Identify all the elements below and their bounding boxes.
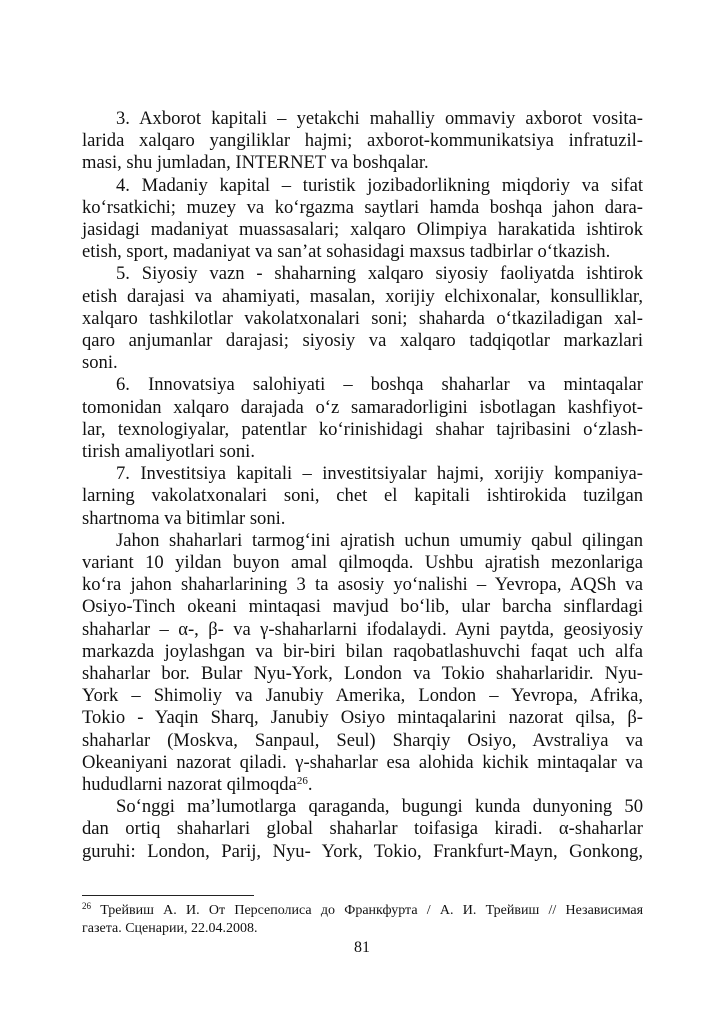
line-text: 7. Investitsiya kapitali – investitsiyalar hajmi, xorijiy kompaniya-: [116, 463, 643, 485]
line-text: So‘nggi ma’lumotlarga qaraganda, bugungi kunda dunyoning 50: [116, 796, 643, 818]
footnote-reference[interactable]: 26: [296, 775, 308, 787]
paragraph-line: [82, 619, 643, 641]
paragraph-line: [82, 419, 643, 441]
paragraph-line: [82, 197, 643, 219]
paragraph-line: [82, 574, 643, 596]
paragraph-line: [82, 641, 643, 663]
line-text: Tokio - Yaqin Sharq, Janubiy Osiyo mintaqalarini nazorat qilsa, β-: [82, 707, 643, 729]
line-text: York – Shimoliy va Janubiy Amerika, London – Yevropa, Afrika,: [82, 685, 643, 707]
paragraph-line: [116, 530, 643, 552]
line-text: larida xalqaro yangiliklar hajmi; axborot-kommunikatsiya infratuzil-: [82, 130, 643, 152]
line-text: qaro anjumanlar darajasi; siyosiy va xalqaro tadqiqotlar markazlari: [82, 330, 643, 351]
line-text: 4. Madaniy kapital – turistik jozibadorlikning miqdoriy va sifat: [116, 174, 643, 196]
line-text: 3. Axborot kapitali – yetakchi mahalliy ommaviy axborot vosita-: [116, 108, 643, 129]
line-text: soni.: [82, 352, 118, 374]
line-text: 6. Innovatsiya salohiyati – boshqa shaharlar va mintaqalar: [116, 374, 643, 396]
footnote-separator: [82, 895, 254, 896]
line-text: tirish amaliyotlari soni.: [82, 441, 255, 462]
paragraph-line: [82, 818, 643, 840]
line-text: xalqaro tashkilotlar vakolatxonalari soni; shaharda o‘tkaziladigan xal-: [82, 307, 643, 329]
line-text: 5. Siyosiy vazn - shaharning xalqaro siyosiy faoliyatda ishtirok: [116, 263, 643, 285]
footnote-number: 26: [82, 901, 91, 911]
paragraph-line: [82, 241, 643, 263]
paragraph-line: [116, 796, 643, 818]
paragraph-line: [82, 130, 643, 152]
line-text: Osiyo-Tinch okeani mintaqasi mavjud bo‘lib, ular barcha sinflardagi: [82, 596, 643, 618]
paragraph-line: [82, 219, 643, 241]
paragraph-line: [116, 108, 643, 130]
paragraph-line: [82, 152, 643, 174]
line-text: guruhi: London, Parij, Nyu- York, Tokio, Frankfurt-Mayn, Gonkong,: [82, 840, 643, 862]
line-text: ko‘ra jahon shaharlarining 3 ta asosiy yo‘nalishi – Yevropa, AQSh va: [82, 574, 643, 596]
paragraph-line: [82, 308, 643, 330]
paragraph-line: [82, 596, 643, 618]
paragraph-line: [82, 352, 643, 374]
line-text: shartnoma va bitimlar soni.: [82, 507, 286, 529]
paragraph-line: [82, 286, 643, 308]
line-text: larning vakolatxonalari soni, chet el kapitali ishtirokida tuzilgan: [82, 485, 643, 507]
paragraph-line: [82, 841, 643, 863]
line-text: variant 10 yildan buyon amal qilmoqda. Ushbu ajratish mezonlariga: [82, 552, 643, 573]
line-text: shaharlar bor. Bular Nyu-York, London va Tokio shaharlaridir. Nyu-: [82, 663, 643, 684]
footnote-text: Трейвиш А. И. От Персеполиса до Франкфурта / А. И. Трейвиш // Независимая: [100, 903, 644, 918]
line-text: markazda joylashgan va bir-biri bilan raqobatlashuvchi faqat uch alfa: [82, 640, 643, 662]
line-text: etish darajasi va ahamiyati, masalan, xorijiy elchixonalar, konsulliklar,: [82, 285, 643, 307]
footnote-line: [82, 902, 643, 920]
paragraph-line: [82, 685, 643, 707]
line-text: tomonidan xalqaro darajada o‘z samaradorligini isbotlagan kashfiyot-: [82, 396, 643, 418]
paragraph-line: [82, 752, 643, 774]
paragraph-line: [82, 508, 643, 530]
line-text: Okeaniyani nazorat qiladi. γ-shaharlar esa alohida kichik mintaqalar va: [82, 751, 643, 773]
paragraph-line: [82, 774, 643, 796]
line-text: etish, sport, madaniyat va san’at sohasidagi maxsus tadbirlar o‘tkazish.: [82, 241, 611, 263]
paragraph-line: [82, 707, 643, 729]
paragraph-line: [82, 730, 643, 752]
line-text: dan ortiq shaharlari global shaharlar toifasiga kiradi. α-shaharlar: [82, 818, 643, 840]
footnote-text: газета. Сценарии, 22.04.2008.: [82, 921, 258, 936]
paragraph-line: [82, 663, 643, 685]
paragraph-line: [116, 263, 643, 285]
line-text: masi, shu jumladan, INTERNET va boshqalar.: [82, 152, 429, 174]
page-number: 81: [354, 939, 370, 956]
paragraph-line: [116, 374, 643, 396]
footnote-line: [82, 920, 643, 938]
paragraph-line: [82, 552, 643, 574]
paragraph-line: [116, 175, 643, 197]
end-punctuation: .: [307, 774, 313, 795]
line-text: hududlarni nazorat qilmoqda: [82, 774, 297, 795]
line-text: ko‘rsatkichi; muzey va ko‘rgazma saytlari hamda boshqa jahon dara-: [82, 196, 643, 218]
line-text: Jahon shaharlari tarmog‘ini ajratish uchun umumiy qabul qilingan: [116, 529, 643, 551]
line-text: shaharlar – α-, β- va γ-shaharlarni ifodalaydi. Ayni paytda, geosiyosiy: [82, 618, 643, 640]
paragraph-line: [82, 441, 643, 463]
line-text: lar, texnologiyalar, patentlar ko‘rinishidagi shahar tajribasini o‘zlash-: [82, 418, 643, 440]
line-text: jasidagi madaniyat muassasalari; xalqaro Olimpiya harakatida ishtirok: [82, 219, 643, 240]
paragraph-line: [82, 330, 643, 352]
line-text: shaharlar (Moskva, Sanpaul, Seul) Sharqiy Osiyo, Avstraliya va: [82, 729, 643, 751]
paragraph-line: [82, 485, 643, 507]
paragraph-line: [116, 463, 643, 485]
paragraph-line: [82, 397, 643, 419]
